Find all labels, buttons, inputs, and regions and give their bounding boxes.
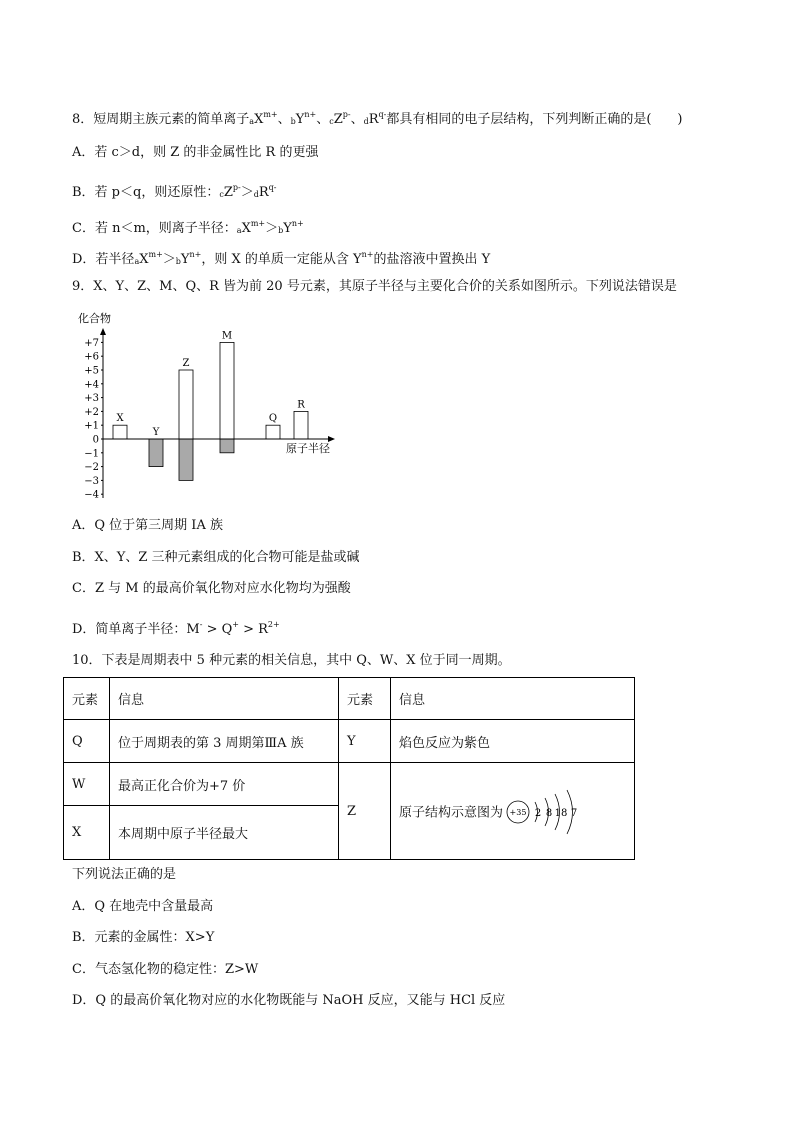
ion-r-charge: q- [378,110,387,119]
cell-x: X [64,806,110,860]
chart-y-axis-arrow [100,328,106,335]
ion-prefix: b [175,257,181,266]
q9-option-a[interactable]: A．Q 位于第三周期 IA 族 [72,518,223,533]
q9-option-d[interactable] [72,616,280,639]
ion-symbol: Y [283,221,292,236]
ion-charge: n+ [291,219,304,228]
category-label-y: Y [152,427,160,438]
cell-y-info: 焰色反应为紫色 [391,720,635,763]
ion-charge: - [199,620,203,629]
q9-stem: 9．X、Y、Z、M、Q、R 皆为前 20 号元素，其原子半径与主要化合价的关系如图所示。下列说法错误是 [72,279,677,294]
chart-y-ticks [84,338,103,501]
cell-x-info: 本周期中原子半径最大 [110,806,339,860]
cell-w-info: 最高正化合价为+7 价 [110,763,339,806]
ion-charge: m+ [148,250,163,259]
ion-charge: q- [268,183,277,192]
ion-y-symbol: Y [295,112,305,127]
bar-negative-m [220,439,234,453]
option-text: C．若 n＜m，则离子半径： [72,221,237,236]
ion-symbol: X [241,221,251,236]
sep: 、 [277,112,291,127]
ion-z-charge: p- [342,110,351,119]
y-tick-label: −3 [84,475,99,487]
ion-charge: + [232,620,239,629]
y-tick-label: −4 [84,489,99,501]
ion-charge: 2+ [267,620,280,629]
sep: 、 [316,112,330,127]
ion-z-symbol: Z [333,112,343,127]
nucleus-charge: +35 [509,808,527,817]
category-label-x: X [116,413,124,425]
q10-option-a[interactable]: A．Q 在地壳中含量最高 [72,899,214,914]
ion-symbol: Y [180,252,190,267]
cell-z: Z [339,763,391,860]
z-info-text: 原子结构示意图为 [399,805,504,821]
category-label-q: Q [268,413,278,425]
ion-prefix: a [134,257,140,266]
ion-x-symbol: X [254,112,264,127]
q9-option-b[interactable]: B．X、Y、Z 三种元素组成的化合物可能是盐或碱 [72,550,360,565]
q10-option-b[interactable]: B．元素的金属性：X>Y [72,930,215,945]
category-label-z: Z [182,358,190,369]
q8-stem-end: 都具有相同的电子层结构，下列判断正确的是( ) [386,112,683,127]
chart-x-axis-arrow [328,436,335,442]
q8-stem-text: 8．短周期主族元素的简单离子 [72,112,250,127]
ion-symbol: R [258,185,269,200]
header-info-2: 信息 [391,678,635,720]
y-tick-label: +2 [84,406,99,418]
header-element: 元素 [64,678,110,720]
y-tick-label: +6 [84,351,99,363]
chart-category-labels [116,330,305,438]
shell-electrons-1: 2 [534,808,542,819]
chart-bars [113,342,308,480]
bar-positive-z [179,370,193,439]
chart-ylabel: 化合物 [78,312,111,325]
cell-q-info: 位于周期表的第 3 周期第ⅢA 族 [110,720,339,763]
op: ＞ [240,185,254,200]
q8-option-a[interactable]: A．若 c＞d，则 Z 的非金属性比 R 的更强 [72,145,319,160]
shell-electrons-3: 18 [554,808,568,819]
ion-r-symbol: R [368,112,379,127]
cell-y: Y [339,720,391,763]
valence-chart [70,308,350,504]
sep: 、 [350,112,364,127]
ion-symbol: Z [223,185,233,200]
ion-r-prefix: d [363,117,369,126]
ion-symbol: X [139,252,149,267]
q8-option-b[interactable] [72,179,276,204]
y-tick-label: +1 [84,420,99,432]
bar-positive-r [294,411,308,439]
option-text: > Q [202,622,233,637]
ion-prefix: d [253,190,259,199]
element-info-table [63,677,635,860]
cell-q: Q [64,720,110,763]
ion-prefix: c [219,190,224,199]
q8-option-c[interactable] [72,215,304,240]
ion-charge: m+ [250,219,266,228]
option-text: 的盐溶液中置换出 Y [373,252,491,267]
option-text: D．简单离子半径：M [72,622,200,637]
shell-electrons-4: 7 [570,808,578,819]
category-label-m: M [221,330,233,342]
ion-prefix: a [236,226,242,235]
option-text: B．若 p＜q，则还原性： [72,185,220,200]
option-text: ，则 X 的单质一定能从含 Y [201,252,362,267]
q9-option-c[interactable]: C．Z 与 M 的最高价氧化物对应水化物均为强酸 [72,581,351,596]
q10-option-d[interactable]: D．Q 的最高价氧化物对应的水化物既能与 NaOH 反应，又能与 HCl 反应 [72,993,506,1008]
ion-prefix: b [278,226,284,235]
bar-negative-y [149,439,163,467]
bar-positive-m [220,342,234,439]
header-element-2: 元素 [339,678,391,720]
ion-charge: p- [232,183,241,192]
option-text: D．若半径 [72,252,135,267]
y-tick-label: +4 [84,379,99,391]
q10-option-c[interactable]: C．气态氢化物的稳定性：Z>W [72,962,259,977]
header-info: 信息 [110,678,339,720]
atomic-structure-diagram [503,786,585,836]
q10-prompt: 下列说法正确的是 [72,867,177,882]
category-label-r: R [297,399,305,411]
y-tick-label: +7 [84,337,99,349]
y-tick-label: +3 [84,393,99,405]
option-text: > R [238,622,268,637]
bar-negative-z [179,439,193,480]
ion-y-charge: n+ [304,110,317,119]
shell-electrons-2: 8 [545,808,553,819]
op: ＞ [162,252,176,267]
q8-stem [72,106,683,131]
cell-z-info [391,763,635,860]
y-tick-label: 0 [92,434,99,446]
ion-x-charge: m+ [263,110,278,119]
ion-x-prefix: a [249,117,255,126]
q8-option-d[interactable] [72,246,490,271]
chart-xlabel: 原子半径 [286,442,330,455]
ion-charge: n+ [361,250,374,259]
y-tick-label: +5 [84,365,99,377]
y-tick-label: −1 [84,448,99,460]
y-tick-label: −2 [84,462,99,474]
ion-charge: n+ [189,250,202,259]
ion-y-prefix: b [290,117,296,126]
op: ＞ [265,221,279,236]
bar-positive-x [113,425,127,439]
bar-positive-q [266,425,280,439]
q10-stem: 10．下表是周期表中 5 种元素的相关信息，其中 Q、W、X 位于同一周期。 [72,653,511,668]
cell-w: W [64,763,110,806]
ion-z-prefix: c [329,117,334,126]
